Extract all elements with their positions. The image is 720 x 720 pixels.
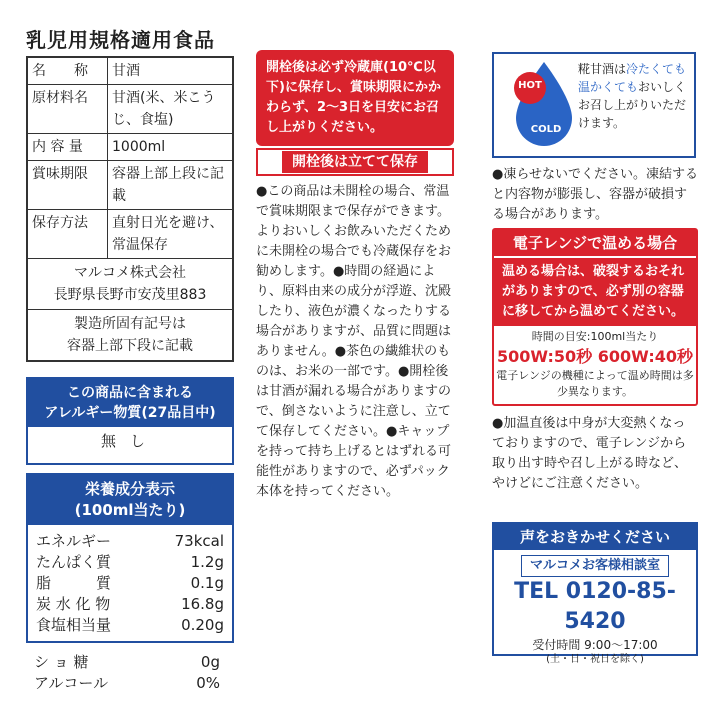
- nutrition-value: 0.20g: [181, 616, 224, 634]
- microwave-warning: 温める場合は、破裂するおそれがありますので、必ず別の容器に移してから温めてください。: [494, 258, 696, 326]
- allergy-value: 無し: [100, 432, 159, 450]
- cold-label: COLD: [530, 124, 562, 135]
- nutrition-value: 73kcal: [174, 532, 224, 550]
- microwave-500w: 500W:50秒: [496, 347, 593, 366]
- spec-label: 名 称: [28, 58, 108, 84]
- nutrition-value: 0%: [196, 674, 220, 692]
- store-upright-label: 開栓後は立てて保存: [282, 151, 428, 173]
- spec-value: 容器上部上段に記載: [112, 166, 224, 204]
- maker-address: 長野県長野市安茂里883: [53, 287, 207, 303]
- hot-cold-text-a: 糀甘酒は: [578, 62, 627, 76]
- microwave-box: [492, 228, 698, 406]
- allergy-header-line2: アレルギー物質(27品目中): [44, 405, 216, 421]
- nutrition-value: 1.2g: [190, 553, 224, 571]
- support-hours: 受付時間 9:00〜17:00: [532, 638, 658, 652]
- spec-row-name: [28, 58, 232, 85]
- spec-row-expiry: [28, 161, 232, 210]
- store-upright-banner: [256, 148, 454, 176]
- nutrition-extra-row: [34, 673, 220, 694]
- spec-label: 保存方法: [28, 210, 108, 258]
- spec-label: 賞味期限: [28, 161, 108, 209]
- storage-instructions: ●この商品は未開栓の場合、常温で賞味期限まで保存ができます。よりおいしくお飲みいただくために未開栓の場合でも冷蔵保存をお勧めします。●時間の経過により、原料由来の成分が浮遊、沈殿したり、液色が濃くなったりする場合がありますが、品質に問題はありません。●茶色の繊維状のものは、お米の一部です。●開栓後は甘酒が漏れる場合がありますので、倒さないように注意し、立てて保存してください。●キャップを持って持ち上げるとはずれる可能性がありますので、必ずパック本体を持ってください。: [256, 184, 452, 499]
- support-closed-days: (土・日・祝日を除く): [546, 654, 644, 665]
- customer-support-box: [492, 522, 698, 665]
- nutrition-label: たんぱく質: [36, 553, 112, 571]
- nutrition-label: 炭 水 化 物: [36, 595, 111, 613]
- spec-value: 甘酒: [112, 63, 140, 79]
- nutrition-header-line2: (100ml当たり): [74, 501, 186, 519]
- factory-code-line2: 容器上部下段に記載: [67, 338, 193, 354]
- nutrition-row: [28, 594, 232, 615]
- factory-code-info: [28, 310, 232, 360]
- support-phone[interactable]: TEL 0120-85-5420: [514, 579, 676, 634]
- spec-row-ingredients: [28, 85, 232, 134]
- nutrition-extra-row: [34, 652, 220, 673]
- nutrition-header-line1: 栄養成分表示: [84, 480, 175, 498]
- nutrition-value: 0g: [200, 653, 220, 671]
- hot-cold-icon: [500, 58, 582, 156]
- maker-info: [28, 259, 232, 310]
- support-company: マルコメお客様相談室: [521, 555, 669, 577]
- burn-warning: ●加温直後は中身が大変熱くなっておりますので、電子レンジから取り出す時や召し上がる時など、やけどにご注意ください。: [492, 416, 688, 491]
- nutrition-row: [28, 573, 232, 594]
- microwave-header: 電子レンジで温める場合: [494, 230, 696, 256]
- spec-value: 甘酒(米、米こうじ、食塩): [112, 90, 216, 128]
- hot-cold-text-b: 冷たくても温かくても: [578, 62, 687, 94]
- spec-label: 内 容 量: [28, 134, 108, 160]
- nutrition-extra: [34, 652, 220, 694]
- nutrition-row: [28, 552, 232, 573]
- spec-table: [26, 56, 234, 362]
- microwave-time-guide: 時間の目安:100ml当たり: [531, 330, 659, 343]
- nutrition-label: 食塩相当量: [36, 616, 112, 634]
- nutrition-box: [26, 473, 234, 643]
- nutrition-label: エネルギー: [36, 532, 112, 550]
- spec-value: 直射日光を避け、常温保存: [112, 215, 224, 253]
- microwave-600w: 600W:40秒: [597, 347, 694, 366]
- hot-label: HOT: [518, 80, 542, 91]
- document-title: 乳児用規格適用食品: [26, 28, 215, 52]
- factory-code-line1: 製造所固有記号は: [74, 316, 186, 332]
- nutrition-value: 16.8g: [181, 595, 224, 613]
- nutrition-label: シ ョ 糖: [34, 653, 89, 671]
- nutrition-row: [28, 531, 232, 552]
- hot-cold-text-c: おいしくお召し上がりいただけます。: [578, 80, 687, 130]
- allergy-box: [26, 377, 234, 465]
- nutrition-row: [28, 615, 232, 636]
- nutrition-label: 脂 質: [36, 574, 112, 592]
- spec-label: 原材料名: [28, 85, 108, 133]
- nutrition-label: アルコール: [34, 674, 109, 692]
- support-header: 声をおきかせください: [494, 524, 696, 550]
- spec-row-volume: [28, 134, 232, 161]
- maker-name: マルコメ株式会社: [74, 265, 186, 281]
- spec-value: 1000ml: [112, 139, 166, 155]
- microwave-watts: [494, 346, 696, 368]
- refrigerate-notice: 開栓後は必ず冷蔵庫(10℃以下)に保存し、賞味期限にかかわらず、2〜3日を目安にお召し上がりください。: [256, 50, 454, 146]
- freeze-warning: ●凍らせないでください。凍結すると内容物が膨張し、容器が破損する場合があります。: [492, 167, 698, 222]
- spec-row-storage: [28, 210, 232, 259]
- nutrition-header: [28, 475, 232, 525]
- allergy-header: [28, 379, 232, 427]
- nutrition-value: 0.1g: [190, 574, 224, 592]
- hot-cold-text: [578, 60, 692, 132]
- allergy-header-line1: この商品に含まれる: [67, 385, 193, 401]
- microwave-note: 電子レンジの機種によって温め時間は多少異なります。: [496, 369, 694, 398]
